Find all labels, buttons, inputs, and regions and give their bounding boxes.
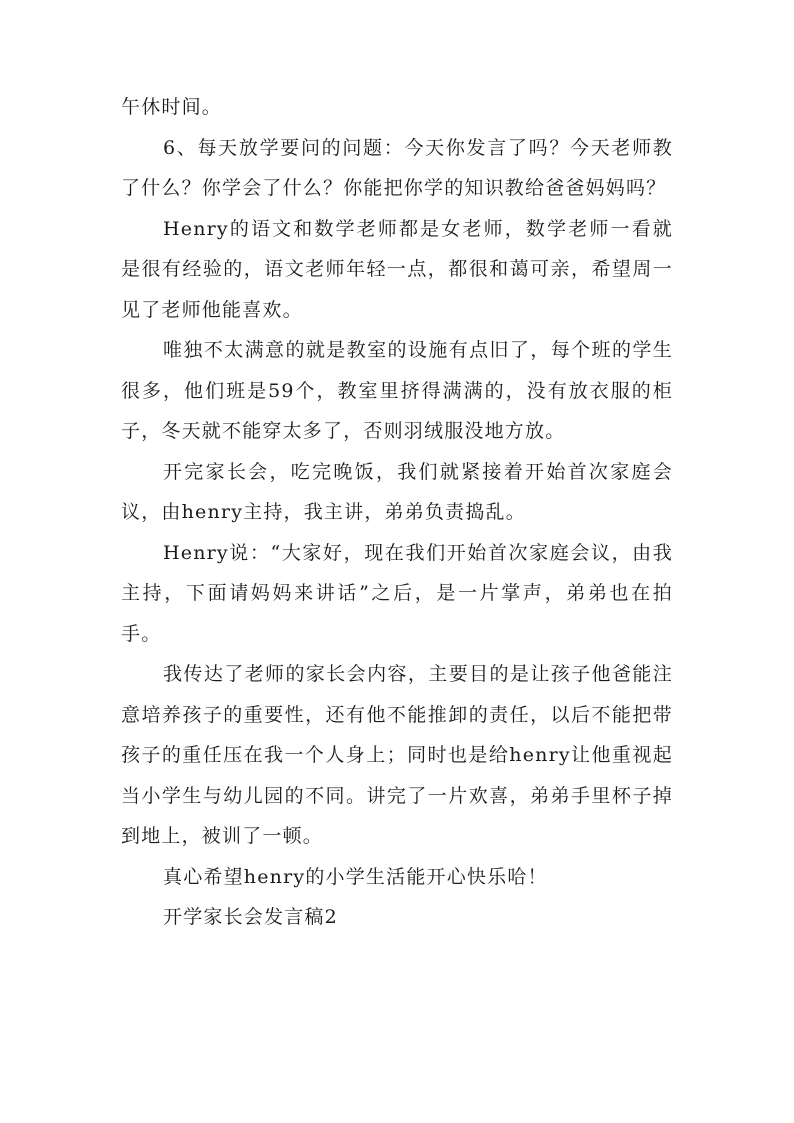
paragraph-lunch-break: 午休时间。 (121, 96, 223, 118)
paragraph-henry-speech: Henry说：“大家好，现在我们开始首次家庭会议，由我主持，下面请妈妈来讲话”之后，是一片掌声，弟弟也在拍手。 (121, 541, 673, 645)
paragraph-family-meeting: 开完家长会，吃完晚饭，我们就紧接着开始首次家庭会议，由henry主持，我主讲，弟弟负责捣乱。 (121, 460, 673, 523)
paragraph-teachers: Henry的语文和数学老师都是女老师，数学老师一看就是很有经验的，语文老师年轻一点，都很和蔼可亲，希望周一见了老师他能喜欢。 (121, 217, 673, 321)
paragraph-daily-questions: 6、每天放学要问的问题：今天你发言了吗？今天老师教了什么？你学会了什么？你能把你学的知识教给爸爸妈妈吗？ (121, 136, 673, 199)
paragraph-mom-speech: 我传达了老师的家长会内容，主要目的是让孩子他爸能注意培养孩子的重要性，还有他不能推卸的责任，以后不能把带孩子的重任压在我一个人身上；同时也是给henry让他重视起当小学生与幼儿园的不同。讲完了一片欢喜，弟弟手里杯子掉到地上，被训了一顿。 (121, 663, 673, 847)
section-heading: 开学家长会发言稿2 (163, 906, 338, 928)
document-body (121, 87, 673, 938)
paragraph-classroom: 唯独不太满意的就是教室的设施有点旧了，每个班的学生很多，他们班是59个，教室里挤得满满的，没有放衣服的柜子，冬天就不能穿太多了，否则羽绒服没地方放。 (121, 339, 673, 442)
paragraph-wish: 真心希望henry的小学生活能开心快乐哈！ (163, 865, 548, 888)
